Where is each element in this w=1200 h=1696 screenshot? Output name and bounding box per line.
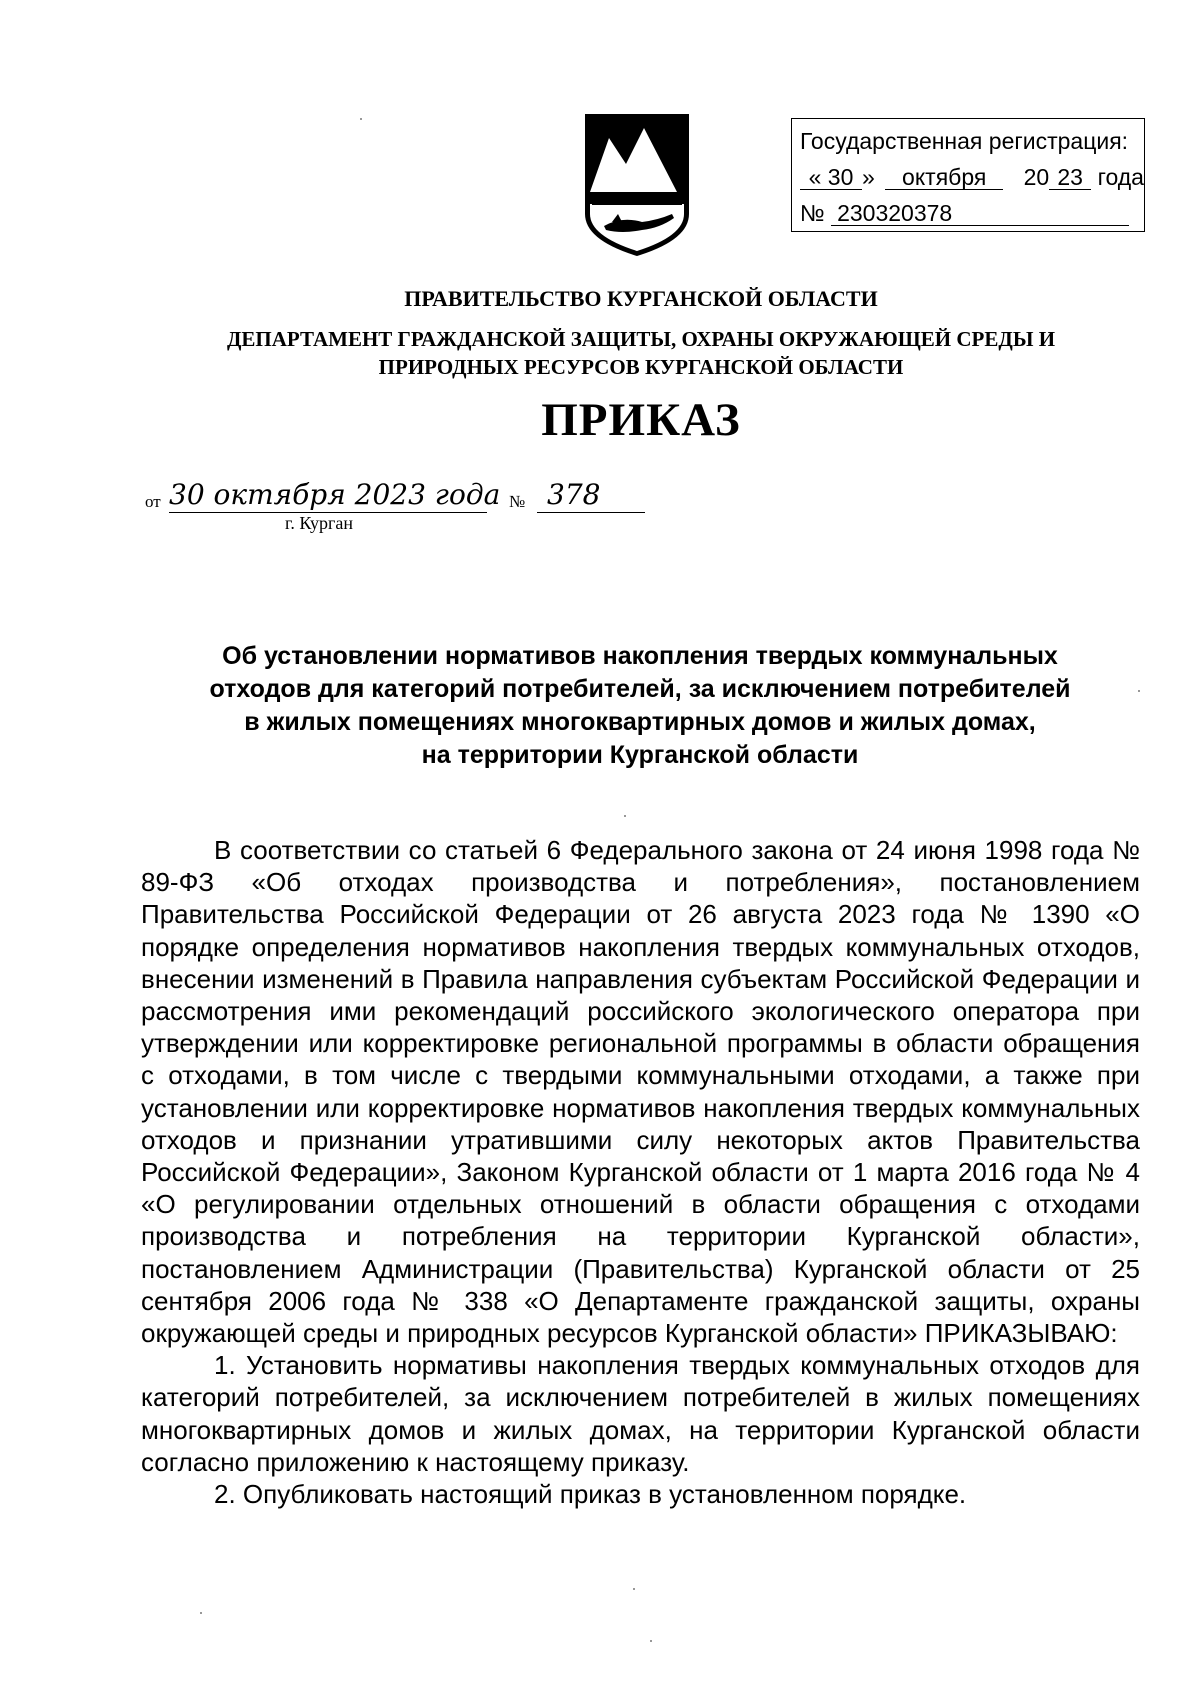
city-label: г. Курган [285, 513, 354, 533]
order-body [141, 834, 1140, 1510]
order-item-2: 2. Опубликовать настоящий приказ в установленном порядке. [214, 1479, 967, 1510]
scan-speck [633, 1588, 635, 1590]
from-label: от [145, 492, 161, 511]
scan-speck [360, 118, 362, 120]
order-number-handwritten: 378 [537, 478, 645, 513]
department-title: ДЕПАРТАМЕНТ ГРАЖДАНСКОЙ ЗАЩИТЫ, ОХРАНЫ ОКРУЖАЮЩЕЙ СРЕДЫ И ПРИРОДНЫХ РЕСУРСОВ КУРГАНСКОЙ ОБЛАСТИ [226, 327, 1056, 379]
government-title: ПРАВИТЕЛЬСТВО КУРГАНСКОЙ ОБЛАСТИ [404, 286, 878, 311]
registration-month: октября [885, 165, 1003, 190]
registration-day: 30 [827, 164, 854, 190]
registration-year: 23 [1049, 165, 1091, 190]
coat-of-arms-icon [582, 110, 692, 260]
registration-number-row: № 230320378 [800, 195, 1136, 231]
registration-number: 230320378 [831, 201, 1129, 226]
order-subject: Об установлении нормативов накопления твердых коммунальных отходов для категорий потребителей, за исключением потребителей в жилых помещениях многоквартирных домов и жилых домах, на территории Курганской области [209, 642, 1071, 769]
registration-date: « 30 » октября 20 23 года [800, 159, 1136, 195]
document-type-title: ПРИКАЗ [541, 394, 741, 446]
scan-speck [650, 1640, 652, 1642]
scan-speck [200, 1612, 202, 1614]
order-item-1: 1. Установить нормативы накопления твердых коммунальных отходов для категорий потребителей, за исключением потребителей в жилых помещениях многоквартирных домов и жилых домах, на территории Курганской области согласно приложению к настоящему приказу. [141, 1350, 1140, 1477]
scan-speck [624, 815, 626, 817]
registration-label: Государственная регистрация: [800, 128, 1129, 154]
order-date-handwritten: 30 октября 2023 года [169, 478, 501, 511]
order-date-number-line [145, 478, 665, 538]
preamble-paragraph: В соответствии со статьей 6 Федерального закона от 24 июня 1998 года № 89-ФЗ «Об отходах производства и потребления», постановлением Правительства Российской Федерации от 26 августа 2023 года № 1390 «О порядке определения нормативов накопления твердых коммунальных отходов, внесении изменений в Правила направления субъектам Российской Федерации и рассмотрения ими рекомендаций российского экологического оператора при утверждении или корректировке региональной программы в области обращения с отходами, в том числе с твердыми коммунальными отходами, а также при установлении или корректировке нормативов накопления твердых коммунальных отходов и признании утратившими силу некоторых актов Правительства Российской Федерации», Законом Курганской области от 1 марта 2016 года № 4 «О регулировании отдельных отношений в области обращения с отходами производства и потребления на территории Курганской области», постановлением Администрации (Правительства) Курганской области от 25 сентября 2006 года № 338 «О Департаменте гражданской защиты, охраны окружающей среды и природных ресурсов Курганской области» ПРИКАЗЫВАЮ: [141, 835, 1140, 1349]
state-registration-box [791, 118, 1145, 232]
number-label: № [509, 492, 526, 511]
scan-speck [1138, 690, 1140, 692]
